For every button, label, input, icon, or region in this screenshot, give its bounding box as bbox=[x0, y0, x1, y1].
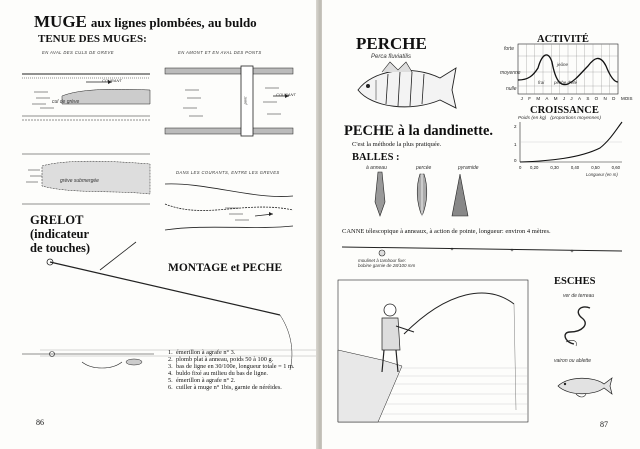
esche-ver-de-terreau: ver de terreau bbox=[563, 293, 595, 299]
peche-title: PECHE à la dandinette. bbox=[344, 123, 494, 139]
section-tenue-title: TENUE DES MUGES: bbox=[38, 33, 147, 45]
croissance-x-0: 0 bbox=[519, 165, 522, 170]
canne-text: CANNE télescopique à anneaux, à action de pointe, longueur: environ 4 mètres. bbox=[342, 228, 551, 235]
moulinet-text: moulinet à tambour fixe: bobine garnie de 28/100 mm bbox=[358, 258, 416, 268]
montage-list bbox=[168, 350, 316, 391]
diagram3-caption: DANS LES COURANTS, ENTRE LES GREVES bbox=[176, 170, 280, 175]
list-item: 6. cuiller à muge n° 1bis, garnie de néréides. bbox=[168, 383, 282, 391]
list-item: 3. bas de ligne en 30/100e, longueur totale = 1 m. bbox=[168, 362, 295, 370]
title-rest: aux lignes plombées, au buldo bbox=[90, 15, 257, 30]
page-86 bbox=[0, 0, 318, 449]
page-number-right: 87 bbox=[600, 420, 608, 429]
balle-label-anneau: à anneau bbox=[366, 165, 387, 171]
balle-label-percee: percée bbox=[416, 165, 432, 171]
label-cul-de-greve: cul de grève bbox=[52, 99, 80, 105]
list-item: 1. émerillon à agrafe n° 3. bbox=[168, 349, 236, 356]
list-item: 4. buldo fixé au milieu du bas de ligne. bbox=[168, 369, 268, 377]
croissance-x-axis: 0,20 0,30 0,40 0,50 0,60 bbox=[530, 165, 620, 170]
perche-title: PERCHE bbox=[356, 34, 427, 53]
diagram-ponts bbox=[165, 62, 295, 140]
croissance-y-2: 2 bbox=[514, 124, 517, 129]
croissance-chart bbox=[520, 122, 624, 164]
grelot-title: GRELOT (indicateur de touches) bbox=[30, 213, 91, 255]
perch-fish-illustration bbox=[352, 60, 462, 118]
page-title bbox=[34, 12, 257, 32]
worm-bait-illustration bbox=[554, 302, 604, 348]
balle-label-pyramide: pyramide bbox=[458, 165, 479, 171]
diagram-aval-culs-de-greve bbox=[22, 60, 152, 130]
activite-level-forte: forte bbox=[504, 46, 515, 52]
activite-annotation-jeune: jeûne bbox=[557, 62, 569, 67]
esches-title: ESCHES bbox=[554, 276, 596, 287]
list-item: 5. émerillon à agrafe n° 2. bbox=[168, 376, 236, 384]
activite-annotation-frai: frai bbox=[538, 80, 545, 85]
label-greve-submergee: grève submergée bbox=[60, 178, 99, 184]
activite-axis-end: MOIS bbox=[621, 96, 633, 101]
croissance-subtitle: Poids (en kg) (proportions moyennes) bbox=[518, 116, 601, 121]
esche-vairon: vairon ou ablette bbox=[554, 358, 591, 364]
diagram-courants-entre-greves bbox=[165, 180, 295, 236]
vairon-bait-illustration bbox=[554, 368, 614, 402]
fishing-scene-illustration bbox=[338, 280, 528, 424]
croissance-y-1: 1 bbox=[514, 142, 517, 147]
page-87 bbox=[322, 0, 640, 449]
canne-illustration bbox=[342, 241, 632, 257]
montage-title: MONTAGE et PECHE bbox=[168, 262, 283, 274]
activite-title: ACTIVITÉ bbox=[537, 34, 589, 45]
title-muge: MUGE bbox=[34, 12, 87, 31]
activite-annotation-peche-ete: pêche d'été bbox=[554, 80, 578, 85]
diagram1-caption: EN AVAL DES CULS DE GREVE bbox=[42, 50, 114, 55]
list-item: 2. plomb plat à anneau, poids 50 à 100 g. bbox=[168, 355, 274, 363]
montage-rig-diagram bbox=[22, 340, 162, 380]
perche-latin: Perca fluviatilis bbox=[371, 54, 412, 60]
activite-month-axis: J F M A M J J A S O N D bbox=[520, 96, 616, 101]
activite-chart bbox=[518, 44, 626, 96]
croissance-title: CROISSANCE bbox=[530, 105, 599, 116]
croissance-x-label: Longueur (en m) bbox=[586, 172, 618, 177]
activite-level-nulle: nulle bbox=[506, 86, 517, 92]
croissance-y-0: 0 bbox=[514, 158, 517, 163]
label-courant-2: COURANT bbox=[276, 92, 296, 97]
page-number-left: 86 bbox=[36, 418, 44, 427]
activite-level-moyenne: moyenne bbox=[500, 70, 521, 76]
diagram2-caption: EN AMONT ET EN AVAL DES PONTS bbox=[178, 50, 262, 55]
balles-illustration bbox=[372, 172, 482, 220]
balles-title: BALLES : bbox=[352, 152, 400, 163]
label-courant-1: COURANT bbox=[102, 78, 122, 83]
peche-subtitle: C'est la méthode la plus pratiquée. bbox=[352, 141, 442, 148]
label-pont: pont bbox=[242, 96, 248, 105]
